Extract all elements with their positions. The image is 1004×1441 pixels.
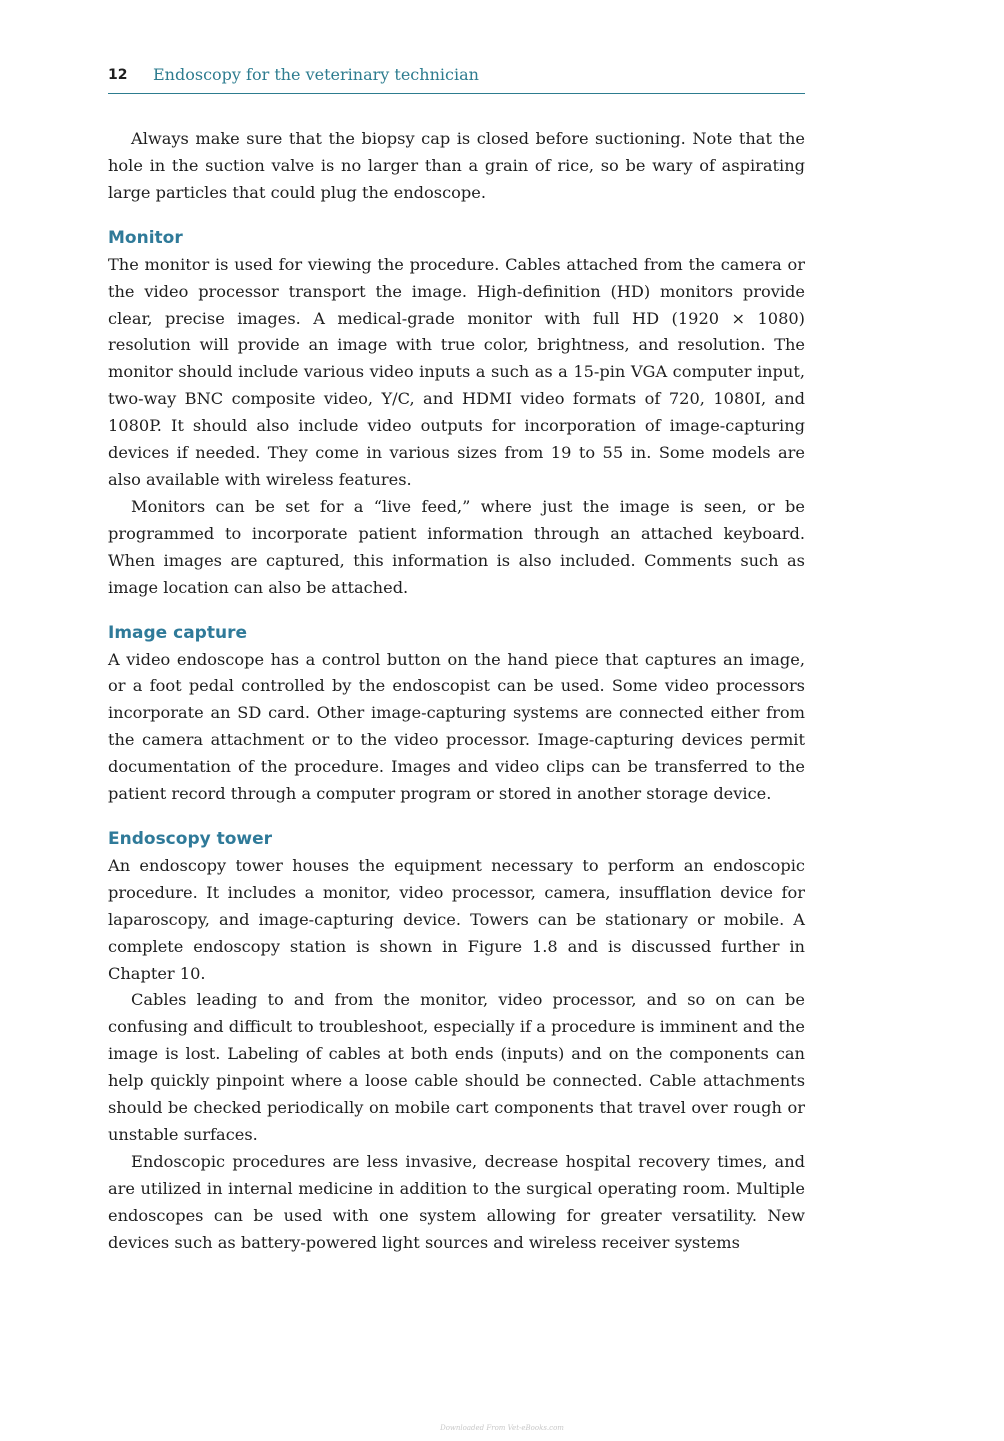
paragraph: A video endoscope has a control button on the hand piece that captures an image, or a foot pedal controlled by the endoscopist can be used. Some video processors incorporate an SD card. Other image-capturing systems are connected either from the camera attachment or to the video processor. Image-capturing devices permit documentation of the procedure. Images and video clips can be transferred to the patient record through a computer program or stored in another storage device. bbox=[108, 649, 805, 804]
page-body bbox=[108, 126, 805, 1257]
section-endoscopy-tower bbox=[108, 826, 805, 1257]
section-image-capture bbox=[108, 620, 805, 808]
page-number: 12 bbox=[108, 67, 128, 83]
section-heading-image-capture: Image capture bbox=[108, 622, 247, 643]
paragraph: An endoscopy tower houses the equipment necessary to perform an endoscopic procedure. It includes a monitor, video processor, camera, insufflation device for laparoscopy, and image-capturing device. Towers can be stationary or mobile. A complete endoscopy station is shown in Figure 1.8 and is discussed further in Chapter 10. bbox=[108, 855, 805, 983]
paragraph: Endoscopic procedures are less invasive, decrease hospital recovery times, and are utilized in internal medicine in addition to the surgical operating room. Multiple endoscopes can be used with one system allowing for greater versatility. New devices such as battery-powered light sources and wireless receiver systems bbox=[108, 1151, 805, 1252]
download-watermark: Downloaded From Vet-eBooks.com bbox=[440, 1424, 564, 1432]
section-heading-monitor: Monitor bbox=[108, 227, 183, 248]
section-monitor bbox=[108, 225, 805, 602]
running-header bbox=[108, 62, 805, 94]
paragraph: Cables leading to and from the monitor, video processor, and so on can be confusing and difficult to troubleshoot, especially if a procedure is imminent and the image is lost. Labeling of cables at both ends (inputs) and on the components can help quickly pinpoint where a loose cable should be connected. Cable attachments should be checked periodically on mobile cart components that travel over rough or unstable surfaces. bbox=[108, 990, 805, 1144]
paragraph: The monitor is used for viewing the procedure. Cables attached from the camera or the video processor transport the image. High-definition (HD) monitors provide clear, precise images. A medical-grade monitor with full HD (1920 × 1080) resolution will provide an image with true color, brightness, and resolution. The monitor should include various video inputs a such as a 15-pin VGA computer input, two-way BNC composite video, Y/C, and HDMI video formats of 720, 1080I, and 1080P. It should also include video outputs for incorporation of image-capturing devices if needed. They come in various sizes from 19 to 55 in. Some models are also available with wireless features. bbox=[108, 254, 805, 489]
section-heading-endoscopy-tower: Endoscopy tower bbox=[108, 828, 273, 849]
paragraph: Monitors can be set for a “live feed,” where just the image is seen, or be programmed to incorporate patient information through an attached keyboard. When images are captured, this information is also included. Comments such as image location can also be attached. bbox=[108, 496, 805, 597]
running-title: Endoscopy for the veterinary technician bbox=[153, 65, 479, 84]
intro-paragraph: Always make sure that the biopsy cap is closed before suctioning. Note that the hole in the suction valve is no larger than a grain of rice, so be wary of aspirating large particles that could plug the endoscope. bbox=[108, 129, 805, 202]
